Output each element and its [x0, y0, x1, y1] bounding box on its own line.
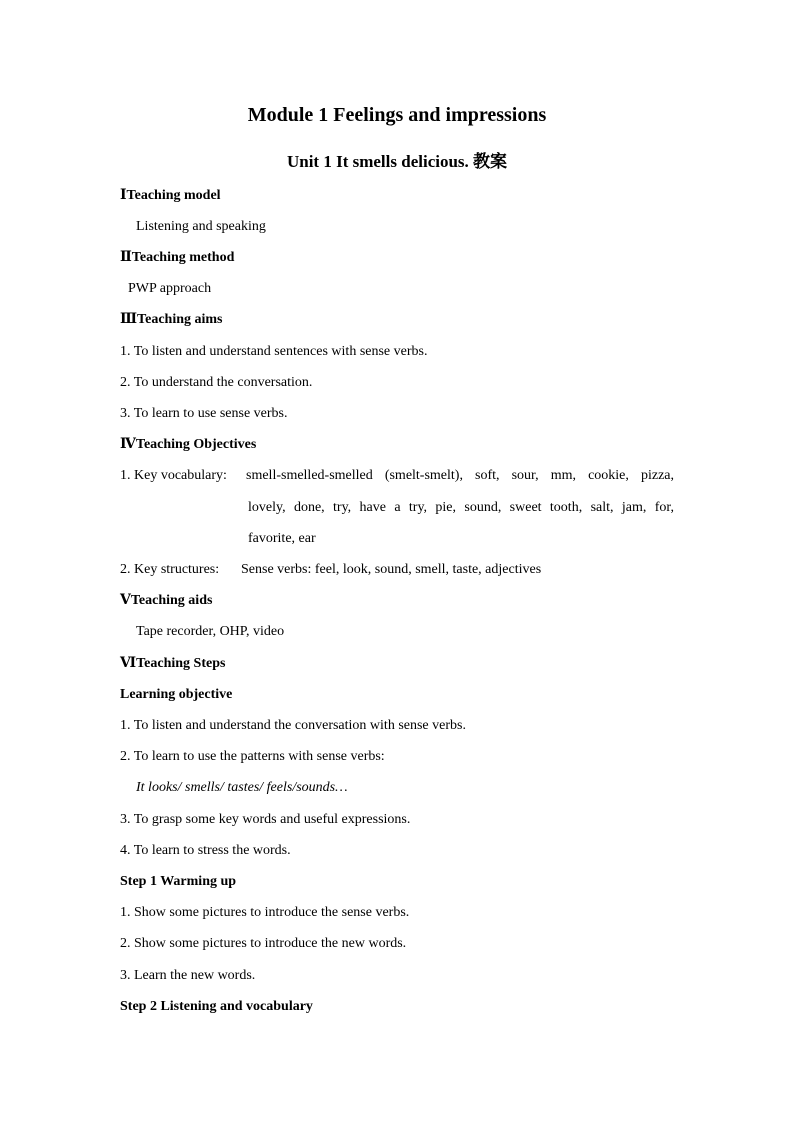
section-body-teaching-aids: Tape recorder, OHP, video [136, 624, 285, 639]
key-structures-text: Sense verbs: feel, look, sound, smell, taste, adjectives [241, 562, 542, 577]
section-heading-teaching-aims: ⅢTeaching aims [120, 312, 223, 327]
list-item: 1. To listen and understand the conversation with sense verbs. [120, 718, 466, 733]
page-subtitle: Unit 1 It smells delicious. 教案 [286, 152, 508, 171]
section-heading-teaching-method: ⅡTeaching method [120, 250, 235, 265]
step2-heading: Step 2 Listening and vocabulary [120, 999, 313, 1014]
section-heading-teaching-steps: ⅥTeaching Steps [120, 656, 226, 671]
list-item: 3. To grasp some key words and useful expressions. [120, 812, 411, 827]
list-item: 1. To listen and understand sentences with sense verbs. [120, 344, 428, 359]
section-heading-teaching-model: ⅠTeaching model [120, 188, 221, 203]
section-body-teaching-method: PWP approach [128, 281, 212, 296]
list-item: 2. To understand the conversation. [120, 375, 313, 390]
learning-objective-heading: Learning objective [120, 687, 233, 702]
page-title: Module 1 Feelings and impressions [247, 104, 547, 126]
list-item: 2. To learn to use the patterns with sense verbs: [120, 749, 385, 764]
section-heading-teaching-aids: ⅤTeaching aids [120, 593, 213, 608]
list-item: 2. Show some pictures to introduce the new words. [120, 936, 407, 951]
step1-heading: Step 1 Warming up [120, 874, 237, 889]
key-vocabulary-line: lovely, done, try, have a try, pie, sound, sweet tooth, salt, jam, for, [248, 500, 674, 515]
list-item: 3. Learn the new words. [120, 968, 256, 983]
list-item: 3. To learn to use sense verbs. [120, 406, 288, 421]
list-item: 1. Show some pictures to introduce the sense verbs. [120, 905, 410, 920]
sense-verb-pattern: It looks/ smells/ tastes/ feels/sounds… [136, 780, 348, 795]
key-vocabulary-line: smell-smelled-smelled (smelt-smelt), soft, sour, mm, cookie, pizza, [246, 468, 674, 483]
list-item: 4. To learn to stress the words. [120, 843, 291, 858]
key-vocabulary-label: 1. Key vocabulary: [120, 468, 227, 483]
section-heading-teaching-objectives: ⅣTeaching Objectives [120, 437, 257, 452]
section-body-teaching-model: Listening and speaking [136, 219, 266, 234]
key-structures-label: 2. Key structures: [120, 562, 220, 577]
key-vocabulary-line: favorite, ear [248, 531, 316, 546]
